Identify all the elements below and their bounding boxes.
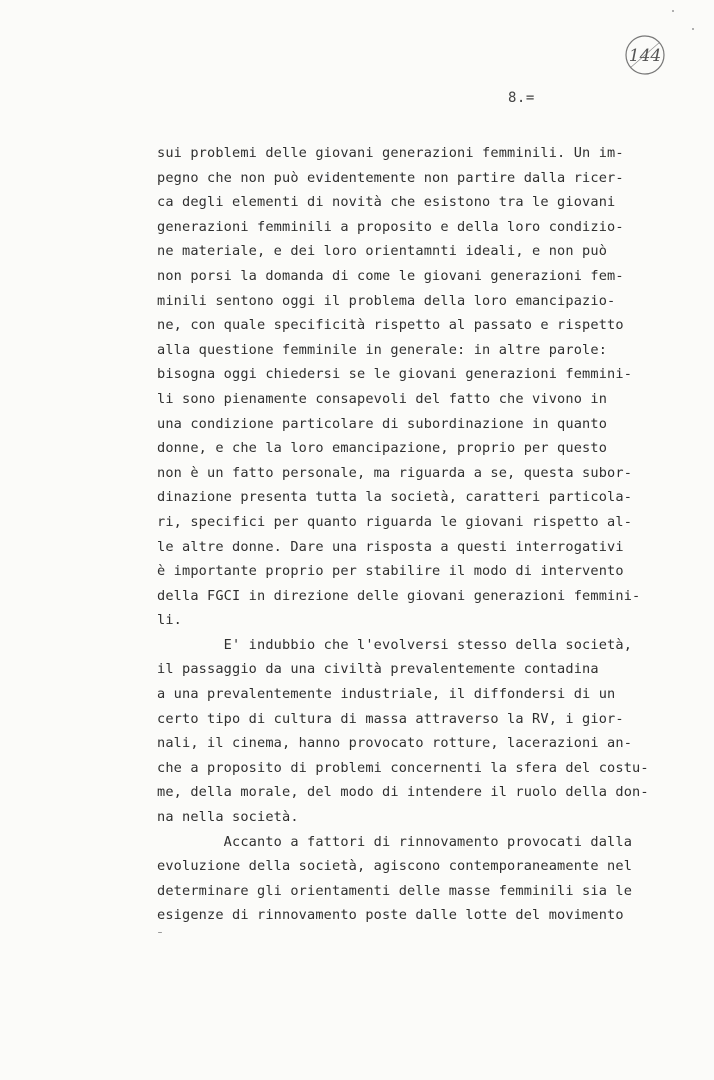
text-line: ri, specifici per quanto riguarda le giovani rispetto al- bbox=[157, 513, 633, 530]
text-line: ne materiale, e dei loro orientamnti ideali, e non può bbox=[157, 243, 608, 260]
text-line: determinare gli orientamenti delle masse femminili sia le bbox=[157, 882, 633, 899]
text-line: me, della morale, del modo di intendere il ruolo della don- bbox=[157, 784, 649, 801]
text-line: a una prevalentemente industriale, il diffondersi di un bbox=[157, 686, 616, 703]
text-line: esigenze di rinnovamento poste dalle lotte del movimento bbox=[157, 907, 624, 924]
text-line: alla questione femminile in generale: in altre parole: bbox=[157, 341, 608, 358]
text-line: sui problemi delle giovani generazioni femminili. Un im- bbox=[157, 145, 624, 161]
text-line: pegno che non può evidentemente non partire dalla ricer- bbox=[157, 169, 624, 186]
text-line: nali, il cinema, hanno provocato rotture, lacerazioni an- bbox=[157, 735, 633, 752]
text-line: ne, con quale specificità rispetto al passato e rispetto bbox=[157, 317, 624, 334]
text-line: E' indubbio che l'evolversi stesso della società, bbox=[157, 636, 633, 653]
stamp-circle-icon bbox=[620, 30, 670, 80]
text-line: donne, e che la loro emancipazione, proprio per questo bbox=[157, 440, 608, 457]
text-line: è importante proprio per stabilire il modo di intervento bbox=[157, 563, 624, 580]
typed-body-text bbox=[157, 141, 657, 928]
text-line: li. bbox=[157, 612, 183, 629]
page-number: 8.= bbox=[508, 90, 535, 106]
text-line: ca degli elementi di novità che esistono tra le giovani bbox=[157, 194, 616, 211]
text-line: certo tipo di cultura di massa attraverso la RV, i gior- bbox=[157, 710, 624, 727]
text-line: una condizione particolare di subordinazione in quanto bbox=[157, 415, 608, 432]
text-line: na nella società. bbox=[157, 809, 299, 826]
archive-stamp bbox=[620, 30, 670, 80]
text-line: dinazione presenta tutta la società, caratteri particola- bbox=[157, 489, 633, 506]
text-line: che a proposito di problemi concernenti la sfera del costu- bbox=[157, 759, 649, 776]
scan-speck bbox=[692, 28, 694, 30]
text-line: minili sentono oggi il problema della loro emancipazio- bbox=[157, 292, 616, 309]
text-line: evoluzione della società, agiscono contemporaneamente nel bbox=[157, 858, 633, 875]
scan-speck bbox=[158, 932, 162, 933]
text-line: Accanto a fattori di rinnovamento provocati dalla bbox=[157, 833, 633, 850]
text-line: della FGCI in direzione delle giovani generazioni femmini- bbox=[157, 587, 641, 604]
text-line: non porsi la domanda di come le giovani generazioni fem- bbox=[157, 267, 624, 284]
text-line: le altre donne. Dare una risposta a questi interrogativi bbox=[157, 538, 624, 555]
text-line: il passaggio da una civiltà prevalentemente contadina bbox=[157, 661, 599, 678]
text-line: non è un fatto personale, ma riguarda a se, questa subor- bbox=[157, 464, 633, 481]
text-line: li sono pienamente consapevoli del fatto che vivono in bbox=[157, 390, 608, 407]
scan-speck bbox=[672, 10, 674, 12]
stamp-number: 144 bbox=[628, 46, 662, 66]
text-line: bisogna oggi chiedersi se le giovani generazioni femmini- bbox=[157, 366, 633, 383]
text-line: generazioni femminili a proposito e della loro condizio- bbox=[157, 218, 624, 235]
